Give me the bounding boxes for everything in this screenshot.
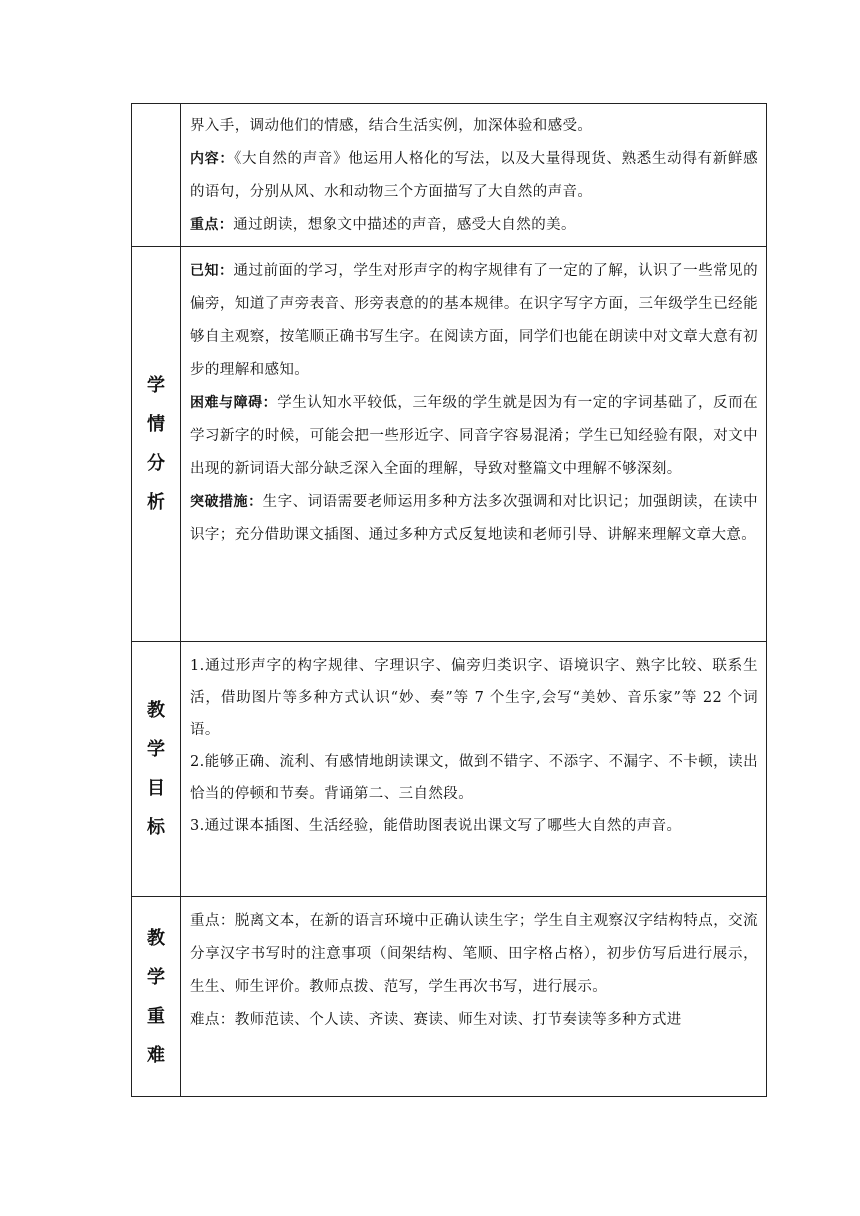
table-row <box>132 104 767 247</box>
row-label-key-difficult-points <box>132 897 181 1097</box>
row-label-teaching-goals <box>132 642 181 897</box>
row-label-student-analysis <box>132 247 181 642</box>
label-char: 标 <box>147 817 165 838</box>
content-cell <box>181 642 767 897</box>
label-char: 教 <box>147 700 165 721</box>
paragraph-text: 生字、词语需要老师运用多种方法多次强调和对比识记；加强朗读，在读中识字；充分借助课文插图、通过多种方式反复地读和老师引导、讲解来理解文章大意。 <box>190 494 759 543</box>
paragraph-text: 难点：教师范读、个人读、齐读、赛读、师生对读、打节奏读等多种方式进 <box>190 1012 682 1028</box>
paragraph-text: 3.通过课本插图、生活经验，能借助图表说出课文写了哪些大自然的声音。 <box>190 818 682 834</box>
table-row <box>132 642 767 897</box>
table-row <box>132 897 767 1097</box>
label-char: 目 <box>147 778 165 799</box>
label-char: 情 <box>147 414 165 435</box>
paragraph-lead: 已知： <box>190 263 234 279</box>
paragraph <box>190 650 758 746</box>
lesson-plan-table <box>131 103 767 1097</box>
paragraph-lead: 困难与障碍： <box>190 395 278 411</box>
label-char: 重 <box>147 1005 165 1027</box>
label-char: 学 <box>147 966 165 988</box>
paragraph-text: 2.能够正确、流利、有感情地朗读课文，做到不错字、不添字、不漏字、不卡顿，读出恰当的停顿和节奏。背诵第二、三自然段。 <box>190 754 758 802</box>
paragraph <box>190 905 758 1004</box>
paragraph <box>190 110 758 143</box>
paragraph-text: 1.通过形声字的构字规律、字理识字、偏旁归类识字、语境识字、熟字比较、联系生活，借助图片等多种方式认识“妙、奏”等 7 个生字,会写“美妙、音乐家”等 22 个词语。 <box>190 658 758 738</box>
label-char: 学 <box>147 375 165 396</box>
label-char: 析 <box>147 492 165 513</box>
paragraph-text: 界入手，调动他们的情感，结合生活实例，加深体验和感受。 <box>190 118 593 134</box>
content-cell <box>181 104 767 247</box>
paragraph-text: 学生认知水平较低，三年级的学生就是因为有一定的字词基础了，反而在学习新字的时候，可能会把一些形近字、同音字容易混淆；学生已知经验有限，对文中出现的新词语大部分缺乏深入全面的理解，导致对整篇文中理解不够深刻。 <box>190 395 759 477</box>
paragraph-lead: 内容： <box>190 151 235 167</box>
paragraph <box>190 486 758 552</box>
row-label-empty <box>132 104 181 247</box>
label-char: 分 <box>147 453 165 474</box>
label-char: 教 <box>147 927 165 949</box>
paragraph <box>190 209 758 242</box>
content-cell <box>181 247 767 642</box>
paragraph <box>190 1004 758 1037</box>
label-char: 难 <box>147 1044 165 1066</box>
paragraph <box>190 143 758 209</box>
table-row <box>132 247 767 642</box>
paragraph <box>190 746 758 810</box>
paragraph-lead: 重点： <box>190 217 234 233</box>
paragraph <box>190 810 758 842</box>
paragraph <box>190 255 758 387</box>
paragraph-lead: 突破措施： <box>190 494 263 510</box>
paragraph <box>190 387 758 486</box>
paragraph-text: 通过前面的学习，学生对形声字的构字规律有了一定的了解，认识了一些常见的偏旁，知道了声旁表音、形旁表意的的基本规律。在识字写字方面，三年级学生已经能够自主观察，按笔顺正确书写生字。在阅读方面，同学们也能在朗读中对文章大意有初步的理解和感知。 <box>190 263 758 378</box>
paragraph-text: 重点：脱离文本，在新的语言环境中正确认读生字；学生自主观察汉字结构特点，交流分享汉字书写时的注意事项（间架结构、笔顺、田字格占格），初步仿写后进行展示，生生、师生评价。教师点拨、范写，学生再次书写，进行展示。 <box>190 913 758 995</box>
paragraph-text: 通过朗读，想象文中描述的声音，感受大自然的美。 <box>233 217 576 233</box>
paragraph-text: 《大自然的声音》他运用人格化的写法，以及大量得现货、熟悉生动得有新鲜感的语句，分别从风、水和动物三个方面描写了大自然的声音。 <box>190 151 759 200</box>
label-char: 学 <box>147 739 165 760</box>
content-cell <box>181 897 767 1097</box>
